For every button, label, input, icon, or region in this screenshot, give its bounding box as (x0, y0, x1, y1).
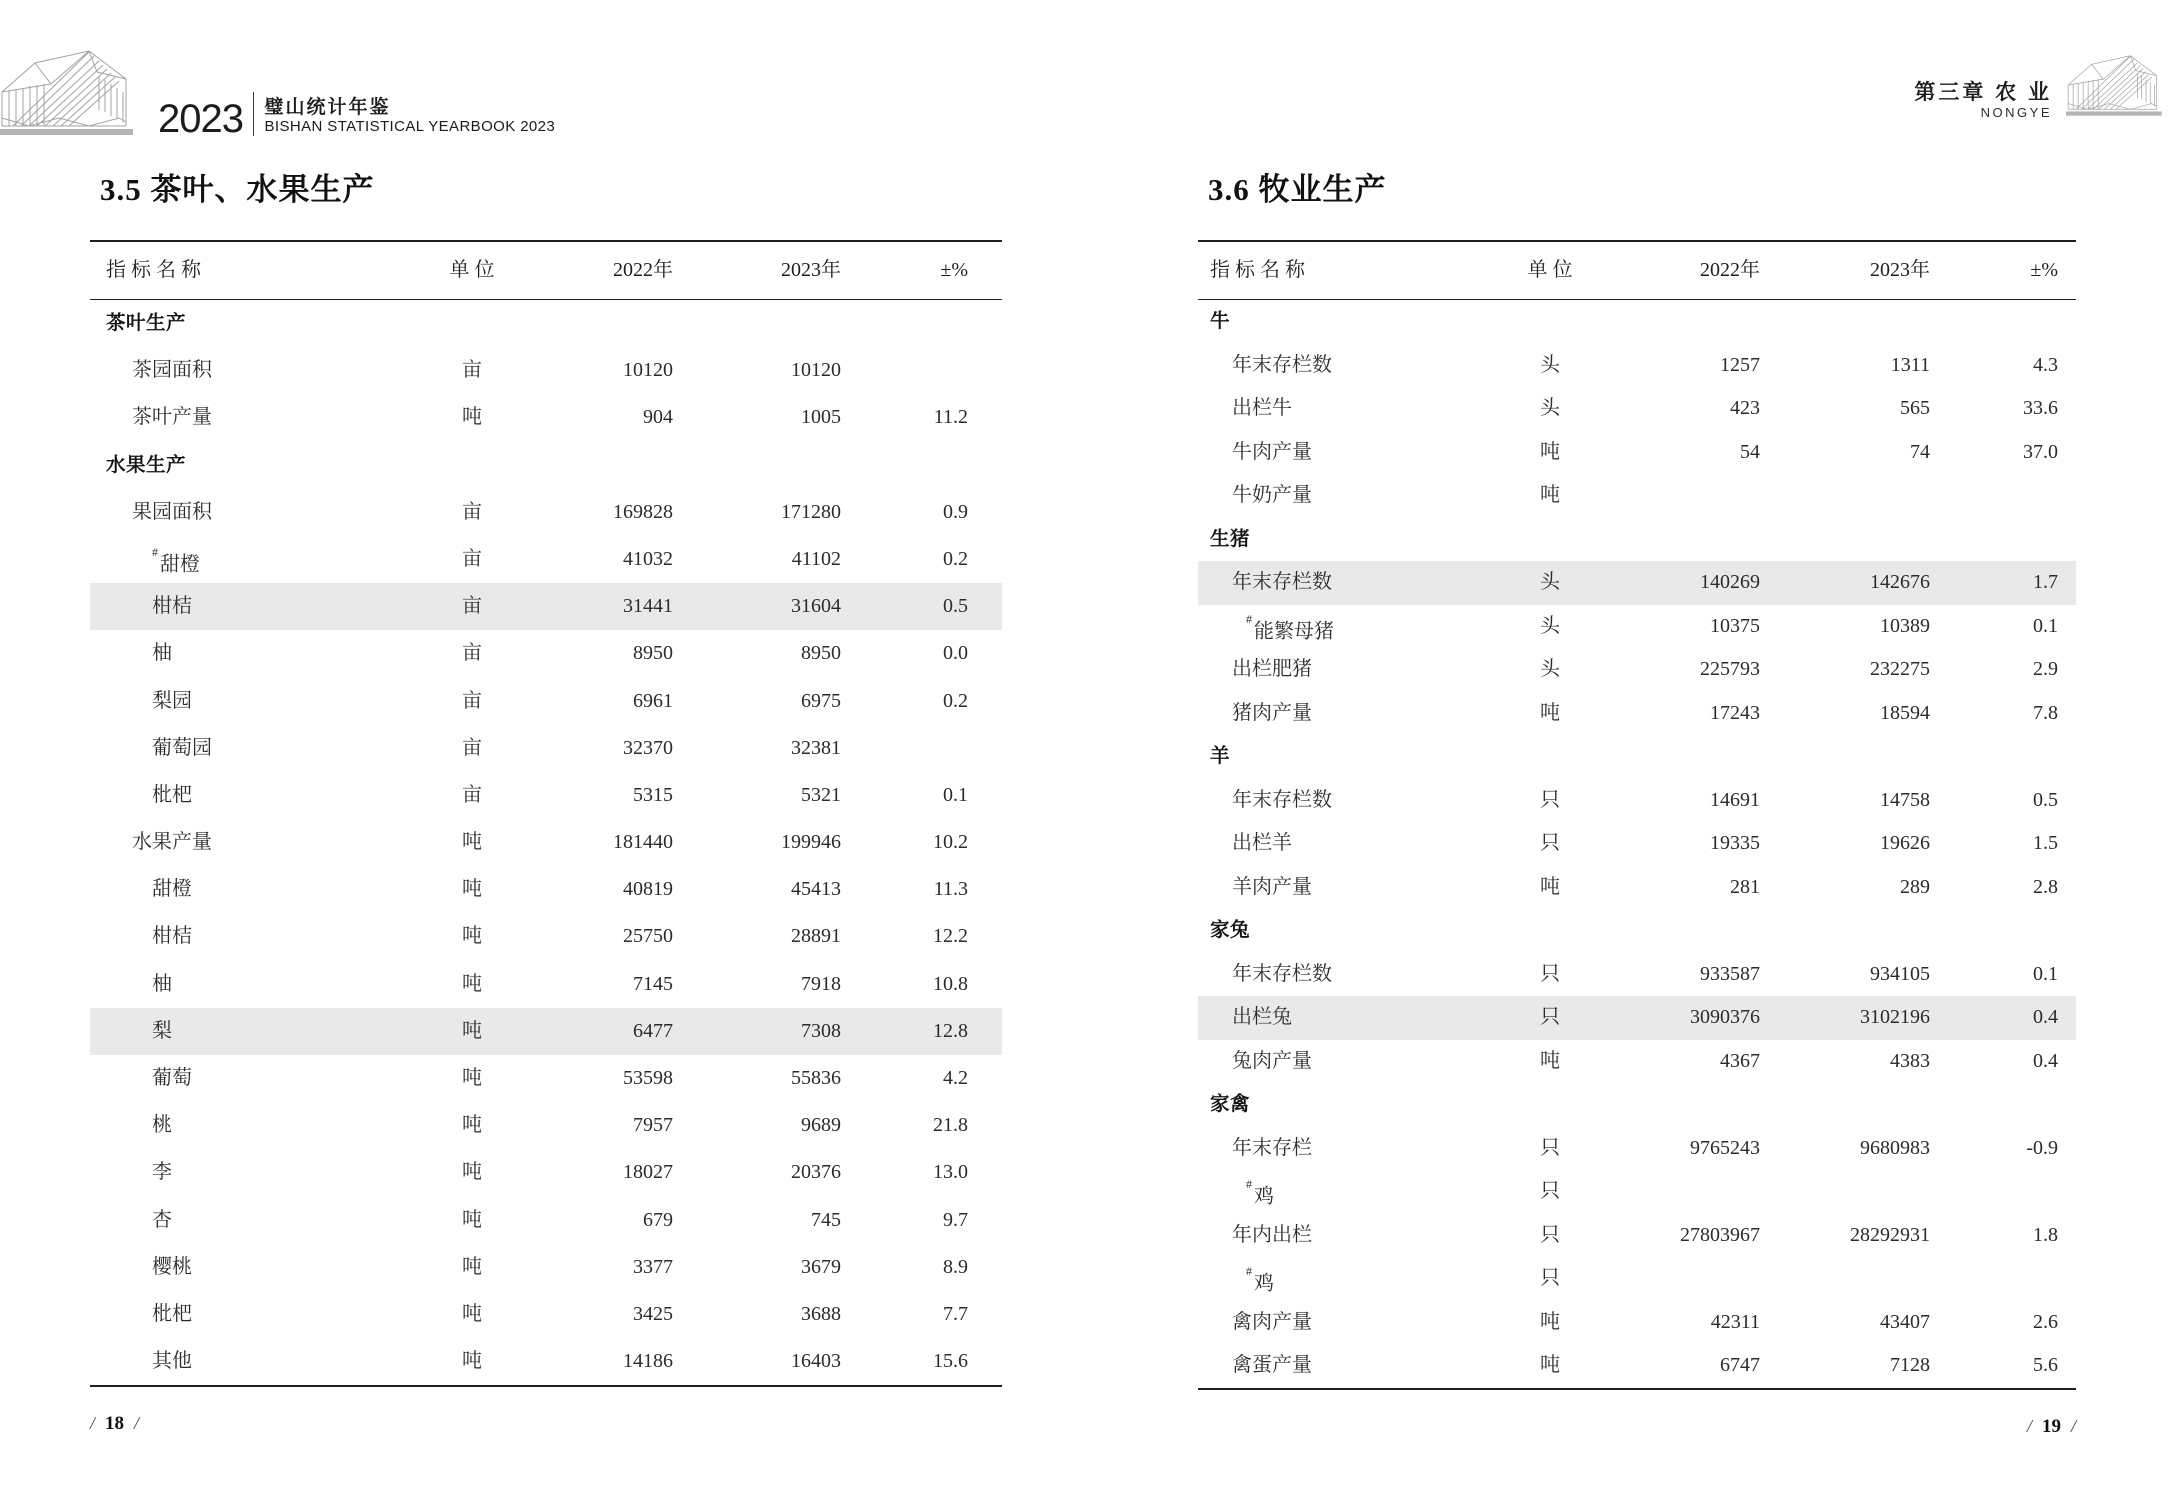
value-2022-cell: 41032 (623, 547, 673, 570)
unit-cell: 头 (1540, 353, 1560, 376)
pct-cell: -0.9 (2026, 1136, 2058, 1159)
indicator-name-cell: 柚 (152, 642, 172, 665)
indicator-name-cell: 茶叶生产 (106, 312, 187, 334)
of-which-mark: # (152, 544, 158, 559)
indicator-name-cell: 甜橙 (152, 878, 192, 901)
value-2022-cell: 181440 (613, 831, 673, 854)
indicator-name-cell: 葡萄 (152, 1067, 192, 1089)
pct-cell: 37.0 (2023, 440, 2058, 463)
table-section-row (1198, 518, 2076, 562)
value-2022-cell: 4367 (1720, 1049, 1760, 1072)
table-row (90, 1338, 1002, 1385)
table-row (1198, 866, 2076, 910)
unit-cell: 吨 (462, 1255, 482, 1278)
value-2022-cell: 933587 (1700, 962, 1760, 985)
pct-cell: 33.6 (2023, 397, 2058, 419)
indicator-name-cell: 李 (152, 1161, 172, 1184)
value-2022-cell: 3377 (633, 1255, 673, 1278)
value-2023-cell: 7918 (801, 972, 841, 995)
value-2023-cell: 10120 (791, 359, 841, 382)
pct-cell: 8.9 (943, 1255, 968, 1278)
unit-cell: 只 (1540, 1006, 1560, 1028)
table-section-row (1198, 300, 2076, 344)
indicator-name-cell: 年内出栏 (1232, 1223, 1312, 1246)
yearbook-logo-icon (0, 48, 142, 136)
table-row (90, 1149, 1002, 1196)
unit-cell: 亩 (462, 500, 482, 523)
indicator-name-cell: #能繁母猪 (1246, 611, 1334, 643)
pct-cell: 15.6 (933, 1350, 968, 1373)
unit-cell: 头 (1540, 397, 1560, 419)
table-row (1198, 605, 2076, 649)
page-number-value: 18 (105, 1413, 125, 1435)
table-row (90, 1244, 1002, 1291)
value-2022-cell: 6477 (633, 1019, 673, 1042)
of-which-mark: # (1246, 1177, 1252, 1191)
unit-cell: 吨 (462, 406, 482, 429)
value-2023-cell: 32381 (791, 736, 841, 759)
chapter-subtitle: NONGYE (1980, 105, 2052, 120)
livestock-table (1198, 240, 2076, 1390)
value-2023-cell: 171280 (781, 500, 841, 523)
value-2022-cell: 281 (1730, 875, 1760, 898)
pct-cell: 11.2 (933, 406, 968, 429)
of-which-mark: # (1246, 1264, 1252, 1278)
table-section-row (1198, 909, 2076, 953)
section-title-left: 3.5 茶叶、水果生产 (100, 172, 375, 207)
table-row (90, 1102, 1002, 1149)
value-2023-cell: 4383 (1890, 1049, 1930, 1072)
pct-cell: 10.2 (933, 831, 968, 854)
unit-cell: 亩 (462, 642, 482, 665)
indicator-name-cell: 牛 (1210, 310, 1231, 332)
of-which-mark: # (1246, 611, 1252, 626)
indicator-name-cell: 家兔 (1210, 919, 1251, 941)
pct-cell: 4.3 (2033, 353, 2058, 376)
indicator-name-cell: 葡萄园 (152, 736, 212, 759)
value-2022-cell: 423 (1730, 397, 1760, 419)
indicator-name-cell: 年末存栏数 (1232, 962, 1332, 985)
table-row (1198, 1170, 2076, 1214)
table-header-row (1198, 242, 2076, 300)
page-number-value: 19 (2041, 1415, 2061, 1437)
unit-cell: 亩 (462, 736, 482, 759)
indicator-name-cell: 年末存栏 (1232, 1136, 1312, 1159)
table-row (90, 630, 1002, 677)
value-2022-cell: 40819 (623, 878, 673, 901)
table-row (90, 866, 1002, 913)
unit-cell: 吨 (462, 1161, 482, 1184)
page-number-right (1198, 1416, 2076, 1438)
section-title-right: 3.6 牧业生产 (1208, 172, 1387, 207)
table-row (1198, 996, 2076, 1040)
unit-cell: 只 (1540, 962, 1560, 985)
unit-cell: 吨 (1540, 875, 1560, 898)
unit-cell: 亩 (462, 359, 482, 382)
pct-cell: 0.2 (943, 547, 968, 570)
value-2023-cell: 3688 (801, 1302, 841, 1325)
table-section-row (90, 442, 1002, 489)
col-header-unit: 单 位 (1527, 259, 1573, 281)
unit-cell: 吨 (462, 972, 482, 995)
indicator-name-cell: #鸡 (1246, 1177, 1274, 1208)
col-header-pct: ±% (2030, 259, 2058, 281)
pct-cell: 10.8 (933, 972, 968, 995)
col-header-indicator: 指 标 名 称 (1210, 259, 1305, 281)
unit-cell: 吨 (1540, 440, 1560, 463)
table-row (1198, 387, 2076, 431)
unit-cell: 吨 (462, 831, 482, 854)
pct-cell: 2.8 (2033, 875, 2058, 898)
table-row (1198, 1127, 2076, 1171)
table-row (1198, 344, 2076, 388)
unit-cell: 亩 (462, 595, 482, 618)
pct-cell: 21.8 (933, 1114, 968, 1137)
unit-cell: 吨 (462, 1067, 482, 1089)
table-row (1198, 1214, 2076, 1258)
value-2022-cell: 1257 (1720, 353, 1760, 376)
left-page (90, 172, 1002, 1435)
indicator-name-cell: 羊肉产量 (1232, 875, 1312, 898)
table-body (1198, 300, 2076, 1388)
table-row (1198, 1344, 2076, 1388)
yearbook-title-cn: 璧山统计年鉴 (264, 97, 391, 118)
table-row (90, 819, 1002, 866)
indicator-name-cell: 羊 (1210, 745, 1231, 767)
indicator-name-cell: 禽肉产量 (1232, 1310, 1312, 1333)
value-2022-cell: 904 (643, 406, 673, 429)
indicator-name-cell: 生猪 (1210, 527, 1251, 550)
yearbook-title-en: BISHAN STATISTICAL YEARBOOK 2023 (264, 118, 556, 135)
pct-cell: 0.4 (2033, 1006, 2058, 1028)
value-2022-cell: 19335 (1710, 832, 1760, 854)
value-2023-cell: 10389 (1880, 614, 1930, 637)
indicator-name-cell: 牛奶产量 (1232, 484, 1312, 506)
value-2022-cell: 3425 (633, 1302, 673, 1325)
value-2022-cell: 7957 (633, 1114, 673, 1137)
value-2022-cell: 6747 (1720, 1354, 1760, 1376)
yearbook-year: 2023 (158, 97, 243, 141)
pct-cell: 2.9 (2033, 658, 2058, 680)
pct-cell: 0.5 (943, 595, 968, 618)
indicator-name-cell: 家禽 (1210, 1093, 1251, 1115)
table-row (90, 583, 1002, 630)
indicator-name-cell: 茶园面积 (132, 359, 212, 382)
indicator-name-cell: #甜橙 (152, 544, 200, 576)
value-2022-cell: 31441 (623, 595, 673, 618)
unit-cell: 吨 (462, 925, 482, 948)
indicator-name-cell: 出栏兔 (1232, 1006, 1292, 1028)
value-2023-cell: 14758 (1880, 788, 1930, 811)
value-2023-cell: 9680983 (1860, 1136, 1930, 1159)
unit-cell: 吨 (462, 1302, 482, 1325)
value-2022-cell: 6961 (633, 689, 673, 712)
value-2023-cell: 74 (1910, 440, 1930, 463)
table-body (90, 300, 1002, 1385)
indicator-name-cell: 枇杷 (152, 783, 192, 806)
pct-cell: 7.8 (2033, 701, 2058, 724)
table-header-row (90, 242, 1002, 300)
col-header-indicator: 指 标 名 称 (106, 259, 201, 281)
value-2022-cell: 10120 (623, 359, 673, 382)
pct-cell: 5.6 (2033, 1354, 2058, 1376)
unit-cell: 头 (1540, 658, 1560, 680)
indicator-name-cell: 茶叶产量 (132, 406, 212, 429)
indicator-name-cell: 柑桔 (152, 595, 192, 618)
table-row (90, 678, 1002, 725)
value-2023-cell: 565 (1900, 397, 1930, 419)
value-2023-cell: 8950 (801, 642, 841, 665)
chapter-title: 第三章 农 业 (1914, 81, 2052, 104)
table-row (1198, 474, 2076, 518)
value-2023-cell: 199946 (781, 831, 841, 854)
indicator-name-cell: 樱桃 (152, 1255, 192, 1278)
value-2022-cell: 14691 (1710, 788, 1760, 811)
table-row (1198, 953, 2076, 997)
table-section-row (1198, 735, 2076, 779)
unit-cell: 亩 (462, 689, 482, 712)
unit-cell: 只 (1540, 832, 1560, 854)
value-2023-cell: 934105 (1870, 962, 1930, 985)
table-row (1198, 779, 2076, 823)
table-section-row (1198, 1083, 2076, 1127)
pct-cell: 0.1 (2033, 962, 2058, 985)
tea-fruit-table (90, 240, 1002, 1387)
col-header-2022: 2022年 (1700, 259, 1760, 281)
pct-cell: 0.2 (943, 689, 968, 712)
unit-cell: 只 (1540, 1136, 1560, 1159)
value-2022-cell: 25750 (623, 925, 673, 948)
value-2023-cell: 3679 (801, 1255, 841, 1278)
unit-cell: 头 (1540, 614, 1560, 637)
pct-cell: 11.3 (933, 878, 968, 901)
value-2023-cell: 7308 (801, 1019, 841, 1042)
col-header-2023: 2023年 (781, 259, 841, 281)
pct-cell: 1.8 (2033, 1223, 2058, 1246)
value-2023-cell: 6975 (801, 689, 841, 712)
table-row (90, 1055, 1002, 1102)
unit-cell: 吨 (1540, 1049, 1560, 1072)
value-2022-cell: 17243 (1710, 701, 1760, 724)
unit-cell: 吨 (462, 1350, 482, 1373)
indicator-name-cell: 梨园 (152, 689, 192, 712)
page-number-slash: / (90, 1413, 96, 1434)
indicator-name-cell: 果园面积 (132, 500, 212, 523)
pct-cell: 4.2 (943, 1067, 968, 1089)
value-2023-cell: 43407 (1880, 1310, 1930, 1333)
value-2023-cell: 232275 (1870, 658, 1930, 680)
indicator-name-cell: 柚 (152, 972, 172, 995)
value-2022-cell: 3090376 (1690, 1006, 1760, 1028)
table-row (1198, 822, 2076, 866)
value-2022-cell: 169828 (613, 500, 673, 523)
unit-cell: 吨 (462, 1019, 482, 1042)
table-row (90, 536, 1002, 583)
value-2022-cell: 140269 (1700, 571, 1760, 593)
table-row (90, 961, 1002, 1008)
chapter-logo-icon (2066, 48, 2166, 122)
page-header (0, 48, 2180, 141)
unit-cell: 只 (1540, 1180, 1560, 1202)
indicator-name-cell: 梨 (152, 1019, 172, 1042)
value-2022-cell: 54 (1740, 440, 1760, 463)
indicator-name-cell: 水果产量 (132, 831, 212, 854)
indicator-name-cell: 禽蛋产量 (1232, 1354, 1312, 1376)
table-row (90, 1291, 1002, 1338)
value-2022-cell: 14186 (623, 1350, 673, 1373)
value-2022-cell: 7145 (633, 972, 673, 995)
unit-cell: 只 (1540, 1267, 1560, 1289)
indicator-name-cell: 枇杷 (152, 1302, 192, 1325)
pct-cell: 9.7 (943, 1208, 968, 1231)
page-number-slash: / (2026, 1415, 2032, 1436)
pct-cell: 12.8 (933, 1019, 968, 1042)
table-row (90, 347, 1002, 394)
page-number-left (90, 1413, 1002, 1435)
indicator-name-cell: 年末存栏数 (1232, 571, 1332, 593)
indicator-name-cell: 年末存栏数 (1232, 353, 1332, 376)
value-2023-cell: 55836 (791, 1067, 841, 1089)
table-row (1198, 561, 2076, 605)
table-row (90, 725, 1002, 772)
value-2023-cell: 28292931 (1850, 1223, 1930, 1246)
table-row (1198, 1257, 2076, 1301)
page-number-slash: / (134, 1413, 140, 1434)
unit-cell: 亩 (462, 783, 482, 806)
value-2022-cell: 32370 (623, 736, 673, 759)
indicator-name-cell: 出栏牛 (1232, 397, 1292, 419)
yearbook-brand (0, 48, 556, 141)
pct-cell: 0.1 (943, 783, 968, 806)
value-2023-cell: 45413 (791, 878, 841, 901)
table-row (1198, 431, 2076, 475)
table-row (90, 1008, 1002, 1055)
value-2022-cell: 27803967 (1680, 1223, 1760, 1246)
value-2023-cell: 41102 (791, 547, 841, 570)
right-page (1198, 172, 2076, 1438)
value-2023-cell: 289 (1900, 875, 1930, 898)
value-2023-cell: 1005 (801, 406, 841, 429)
unit-cell: 吨 (462, 1114, 482, 1137)
value-2023-cell: 142676 (1870, 571, 1930, 593)
col-header-unit: 单 位 (449, 259, 495, 281)
indicator-name-cell: 其他 (152, 1350, 192, 1373)
col-header-pct: ±% (940, 259, 968, 281)
value-2023-cell: 28891 (791, 925, 841, 948)
value-2023-cell: 5321 (801, 783, 841, 806)
pct-cell: 1.7 (2033, 571, 2058, 593)
indicator-name-cell: 年末存栏数 (1232, 788, 1332, 811)
pct-cell: 0.4 (2033, 1049, 2058, 1072)
value-2022-cell: 42311 (1710, 1310, 1760, 1333)
pct-cell: 13.0 (933, 1161, 968, 1184)
value-2023-cell: 1311 (1890, 353, 1930, 376)
unit-cell: 吨 (1540, 484, 1560, 506)
unit-cell: 亩 (462, 547, 482, 570)
table-row (1198, 1301, 2076, 1345)
value-2022-cell: 8950 (633, 642, 673, 665)
unit-cell: 吨 (1540, 1354, 1560, 1376)
pct-cell: 0.5 (2033, 788, 2058, 811)
indicator-name-cell: 出栏肥猪 (1232, 658, 1312, 680)
table-section-row (90, 300, 1002, 347)
indicator-name-cell: 出栏羊 (1232, 832, 1292, 854)
table-row (90, 489, 1002, 536)
indicator-name-cell: 牛肉产量 (1232, 440, 1312, 463)
unit-cell: 吨 (462, 878, 482, 901)
value-2022-cell: 53598 (623, 1067, 673, 1089)
unit-cell: 吨 (1540, 701, 1560, 724)
value-2022-cell: 5315 (633, 783, 673, 806)
indicator-name-cell: 杏 (152, 1208, 172, 1231)
table-row (90, 913, 1002, 960)
table-row (1198, 1040, 2076, 1084)
indicator-name-cell: #鸡 (1246, 1264, 1274, 1295)
indicator-name-cell: 猪肉产量 (1232, 701, 1312, 724)
value-2022-cell: 679 (643, 1208, 673, 1231)
value-2022-cell: 18027 (623, 1161, 673, 1184)
value-2023-cell: 18594 (1880, 701, 1930, 724)
value-2023-cell: 31604 (791, 595, 841, 618)
pct-cell: 0.9 (943, 500, 968, 523)
table-row (90, 772, 1002, 819)
value-2023-cell: 745 (811, 1208, 841, 1231)
value-2023-cell: 16403 (791, 1350, 841, 1373)
indicator-name-cell: 桃 (152, 1114, 172, 1137)
pct-cell: 7.7 (943, 1302, 968, 1325)
pct-cell: 0.0 (943, 642, 968, 665)
value-2023-cell: 9689 (801, 1114, 841, 1137)
header-divider (253, 92, 255, 136)
pct-cell: 0.1 (2033, 614, 2058, 637)
unit-cell: 吨 (462, 1208, 482, 1231)
table-row (1198, 692, 2076, 736)
unit-cell: 头 (1540, 571, 1560, 593)
value-2022-cell: 225793 (1700, 658, 1760, 680)
unit-cell: 只 (1540, 788, 1560, 811)
value-2023-cell: 7128 (1890, 1354, 1930, 1376)
unit-cell: 吨 (1540, 1310, 1560, 1333)
pct-cell: 1.5 (2033, 832, 2058, 854)
page-number-slash: / (2070, 1415, 2076, 1436)
value-2023-cell: 19626 (1880, 832, 1930, 854)
unit-cell: 只 (1540, 1223, 1560, 1246)
indicator-name-cell: 柑桔 (152, 925, 192, 948)
col-header-2023: 2023年 (1870, 259, 1930, 281)
indicator-name-cell: 兔肉产量 (1232, 1049, 1312, 1072)
chapter-brand (1914, 48, 2166, 122)
value-2022-cell: 10375 (1710, 614, 1760, 637)
value-2022-cell: 9765243 (1690, 1136, 1760, 1159)
pct-cell: 2.6 (2033, 1310, 2058, 1333)
indicator-name-cell: 水果生产 (106, 453, 187, 476)
table-row (90, 394, 1002, 441)
value-2023-cell: 20376 (791, 1161, 841, 1184)
col-header-2022: 2022年 (613, 259, 673, 281)
pct-cell: 12.2 (933, 925, 968, 948)
value-2023-cell: 3102196 (1860, 1006, 1930, 1028)
table-row (1198, 648, 2076, 692)
table-row (90, 1197, 1002, 1244)
